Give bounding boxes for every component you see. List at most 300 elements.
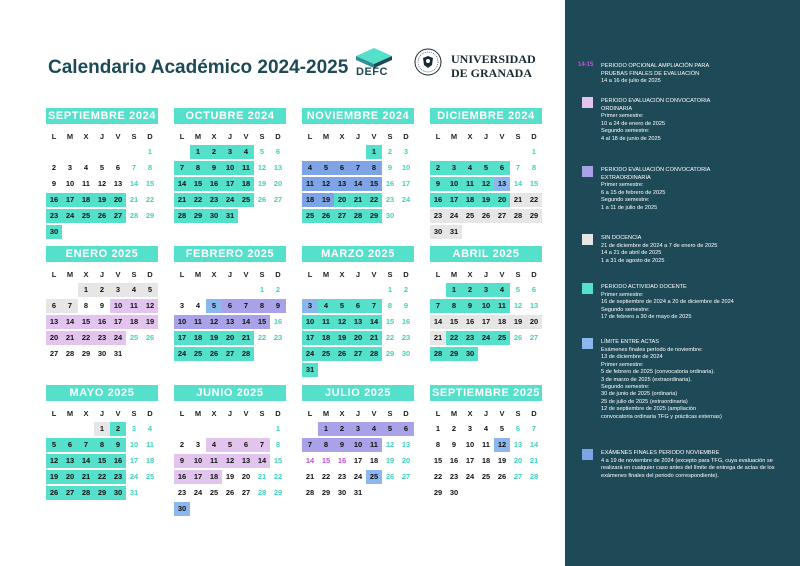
day-cell: 12 [142, 299, 158, 313]
weekday-label: X [467, 270, 473, 279]
day-cell: 24 [446, 209, 462, 223]
day-cell: 23 [430, 209, 446, 223]
day-cell: 1 [318, 422, 334, 436]
day-cell: 23 [94, 331, 110, 345]
month-calendar [46, 385, 158, 501]
day-cell: 12 [257, 163, 267, 172]
day-cell: 21 [78, 470, 94, 484]
day-cell: 4 [302, 161, 318, 175]
day-cell: 30 [337, 488, 347, 497]
weekday-label: L [435, 132, 441, 141]
weekday-label: D [403, 270, 409, 279]
legend-title: PERIODO EVALUACIÓN CONVOCATORIA [601, 98, 711, 104]
day-cell: 19 [334, 331, 350, 345]
day-cell: 2 [451, 424, 457, 433]
weekday-header [46, 268, 158, 282]
legend-body [601, 175, 793, 212]
day-cell: 28 [129, 211, 139, 220]
weekday-label: J [355, 409, 361, 418]
weekday-label: X [211, 132, 217, 141]
empty-cell [334, 282, 350, 298]
weekday-label: V [115, 132, 121, 141]
day-cell: 23 [462, 331, 478, 345]
empty-cell [238, 282, 254, 298]
weekday-label: S [131, 132, 137, 141]
legend-swatch [582, 449, 593, 460]
empty-cell [478, 144, 494, 160]
day-cell: 27 [62, 486, 78, 500]
day-cell: 19 [46, 470, 62, 484]
month-title: OCTUBRE 2024 [174, 108, 286, 124]
weekday-label: S [259, 409, 265, 418]
weekday-label: D [275, 270, 281, 279]
day-cell: 21 [129, 195, 139, 204]
empty-cell [334, 144, 350, 160]
weekday-label: V [499, 270, 505, 279]
day-cell: 15 [254, 315, 270, 329]
day-cell: 1 [446, 283, 462, 297]
day-cell: 3 [350, 422, 366, 436]
day-cell: 29 [321, 488, 331, 497]
day-cell: 4 [126, 283, 142, 297]
day-cell: 11 [126, 299, 142, 313]
day-cell: 4 [195, 301, 201, 310]
weekday-label: L [179, 132, 185, 141]
day-cell: 8 [275, 440, 281, 449]
legend-line: 30 de junio de 2025 (ordinaria) [601, 391, 678, 398]
day-cell: 25 [129, 333, 139, 342]
day-cell: 25 [302, 209, 318, 223]
legend-line: 10 a 24 de enero de 2025 [601, 120, 666, 127]
day-cell: 9 [334, 438, 350, 452]
day-cell: 8 [366, 161, 382, 175]
day-cell: 21 [238, 331, 254, 345]
day-cell: 13 [529, 301, 539, 310]
day-cell: 29 [273, 488, 283, 497]
weekday-label: L [51, 409, 57, 418]
empty-cell [462, 144, 478, 160]
weekday-label: D [275, 132, 281, 141]
legend-line: convocatoria ordinaria TFG y prácticas externas) [601, 413, 722, 420]
weekday-label: M [66, 409, 74, 418]
day-cell: 25 [481, 472, 491, 481]
day-cell: 10 [190, 454, 206, 468]
day-cell: 27 [241, 488, 251, 497]
day-grid [46, 144, 158, 240]
day-cell: 1 [275, 424, 281, 433]
weekday-label: X [467, 132, 473, 141]
month-calendar [46, 108, 158, 240]
day-cell: 5 [259, 147, 265, 156]
weekday-label: V [115, 409, 121, 418]
day-cell: 15 [366, 177, 382, 191]
day-cell: 12 [97, 179, 107, 188]
month-title: DICIEMBRE 2024 [430, 108, 542, 124]
weekday-header [430, 130, 542, 144]
day-cell: 31 [446, 225, 462, 239]
day-cell: 9 [430, 177, 446, 191]
day-cell: 2 [206, 145, 222, 159]
weekday-label: X [211, 270, 217, 279]
day-cell: 11 [302, 177, 318, 191]
day-grid [46, 282, 158, 362]
legend-line: 5 de febrero de 2025 (convocatoria ordinaria). [601, 369, 715, 376]
day-cell: 13 [494, 177, 510, 191]
day-cell: 14 [129, 179, 139, 188]
day-cell: 5 [499, 424, 505, 433]
day-cell: 18 [145, 456, 155, 465]
day-cell: 13 [46, 315, 62, 329]
day-cell: 11 [82, 179, 90, 188]
day-cell: 10 [222, 161, 238, 175]
day-cell: 31 [302, 363, 318, 377]
day-cell: 6 [115, 163, 121, 172]
legend-line: Segundo semestre: [601, 197, 650, 204]
day-cell: 15 [145, 179, 155, 188]
day-cell: 24 [465, 472, 475, 481]
day-cell: 23 [206, 193, 222, 207]
day-cell: 19 [142, 315, 158, 329]
day-cell: 29 [385, 349, 395, 358]
day-cell: 18 [78, 193, 94, 207]
day-cell: 26 [478, 209, 494, 223]
day-cell: 17 [478, 315, 494, 329]
day-cell: 3 [222, 145, 238, 159]
day-cell: 4 [494, 283, 510, 297]
day-cell: 22 [321, 472, 331, 481]
day-grid [174, 282, 286, 362]
day-cell: 27 [513, 472, 523, 481]
day-cell: 5 [515, 285, 521, 294]
empty-cell [430, 282, 446, 298]
day-cell: 12 [318, 177, 334, 191]
day-cell: 3 [131, 424, 137, 433]
month-title: NOVIEMBRE 2024 [302, 108, 414, 124]
day-cell: 16 [273, 317, 283, 326]
legend-line: 4 a 19 de noviembre de 2024 (excepto para TFG, cuya evaluación se realizará en cualquier caso antes del límite de entrega de actas de los exámenes finales del periodo correspondiente). [601, 458, 775, 479]
month-calendar [174, 108, 286, 224]
weekday-label: X [211, 409, 217, 418]
day-cell: 5 [382, 422, 398, 436]
empty-cell [206, 282, 222, 298]
day-cell: 7 [302, 438, 318, 452]
day-cell: 27 [350, 347, 366, 361]
day-cell: 13 [273, 163, 283, 172]
weekday-header [174, 407, 286, 421]
day-cell: 3 [67, 163, 73, 172]
day-cell: 23 [449, 472, 459, 481]
legend-line: Segundo semestre: [601, 128, 650, 135]
weekday-label: M [194, 270, 202, 279]
weekday-label: X [83, 270, 89, 279]
day-cell: 20 [526, 315, 542, 329]
day-cell: 30 [110, 486, 126, 500]
day-cell: 4 [147, 424, 153, 433]
month-calendar [302, 385, 414, 501]
legend-optional-days: 14-15 [578, 62, 594, 68]
month-title: MARZO 2025 [302, 246, 414, 262]
weekday-label: S [131, 270, 137, 279]
day-cell: 30 [462, 347, 478, 361]
day-cell: 29 [446, 347, 462, 361]
day-cell: 26 [513, 333, 523, 342]
day-cell: 22 [190, 193, 206, 207]
day-cell: 25 [145, 472, 155, 481]
day-cell: 13 [238, 454, 254, 468]
day-cell: 5 [222, 438, 238, 452]
day-cell: 22 [94, 470, 110, 484]
empty-cell [62, 282, 78, 298]
day-cell: 27 [110, 209, 126, 223]
day-cell: 1 [531, 147, 537, 156]
day-cell: 10 [65, 179, 75, 188]
day-cell: 20 [350, 331, 366, 345]
weekday-label: V [499, 409, 505, 418]
empty-cell [318, 144, 334, 160]
legend-line: EXTRAORDINARIA [601, 175, 651, 181]
day-cell: 12 [494, 438, 510, 452]
month-calendar [302, 246, 414, 378]
day-cell: 23 [337, 472, 347, 481]
day-cell: 22 [78, 331, 94, 345]
day-cell: 2 [179, 440, 185, 449]
day-cell: 18 [318, 331, 334, 345]
day-cell: 15 [433, 456, 443, 465]
day-cell: 24 [222, 193, 238, 207]
legend-line: 17 de febrero a 30 de mayo de 2025 [601, 314, 692, 321]
day-cell: 2 [94, 283, 110, 297]
day-cell: 30 [46, 225, 62, 239]
day-cell: 3 [179, 301, 185, 310]
empty-cell [62, 421, 78, 437]
legend-line: 14 a 16 de julio de 2025 [601, 78, 661, 85]
legend-title: PERIODO ACTIVIDAD DOCENTE [601, 284, 687, 290]
day-cell: 14 [305, 456, 315, 465]
day-cell: 8 [446, 299, 462, 313]
day-cell: 7 [238, 299, 254, 313]
weekday-label: S [515, 409, 521, 418]
day-cell: 18 [302, 193, 318, 207]
weekday-label: X [339, 132, 345, 141]
month-calendar [174, 246, 286, 362]
legend-line: 4 al 18 de junio de 2025 [601, 135, 661, 142]
day-cell: 11 [146, 440, 154, 449]
day-cell: 4 [483, 424, 489, 433]
month-calendar [430, 385, 542, 501]
day-cell: 12 [334, 315, 350, 329]
day-cell: 24 [193, 488, 203, 497]
weekday-label: J [227, 409, 233, 418]
empty-cell [62, 144, 78, 160]
empty-cell [350, 144, 366, 160]
weekday-header [430, 407, 542, 421]
day-cell: 29 [526, 209, 542, 223]
weekday-label: J [99, 409, 105, 418]
day-cell: 7 [174, 161, 190, 175]
day-cell: 18 [238, 177, 254, 191]
weekday-label: D [403, 132, 409, 141]
day-cell: 3 [478, 283, 494, 297]
defc-label: DEFC [356, 66, 388, 78]
day-cell: 16 [430, 193, 446, 207]
day-cell: 11 [482, 440, 490, 449]
day-cell: 20 [46, 331, 62, 345]
day-cell: 22 [526, 193, 542, 207]
day-cell: 4 [238, 145, 254, 159]
legend-line: Segundo semestre: [601, 384, 650, 391]
day-cell: 12 [46, 454, 62, 468]
day-cell: 17 [174, 331, 190, 345]
empty-cell [110, 144, 126, 160]
legend-line: Primer semestre: [601, 361, 644, 368]
empty-cell [494, 144, 510, 160]
weekday-label: X [339, 409, 345, 418]
day-cell: 1 [387, 285, 393, 294]
day-cell: 6 [531, 285, 537, 294]
day-cell: 15 [529, 179, 539, 188]
day-cell: 19 [225, 472, 235, 481]
day-cell: 27 [334, 209, 350, 223]
weekday-label: X [467, 409, 473, 418]
day-cell: 10 [110, 299, 126, 313]
day-cell: 14 [62, 315, 78, 329]
weekday-label: S [387, 270, 393, 279]
day-cell: 29 [94, 486, 110, 500]
day-cell: 1 [78, 283, 94, 297]
day-cell: 14 [529, 440, 539, 449]
day-cell: 14 [238, 315, 254, 329]
day-cell: 25 [462, 209, 478, 223]
weekday-label: M [322, 409, 330, 418]
day-cell: 25 [366, 470, 382, 484]
day-cell: 6 [222, 299, 238, 313]
legend-line: PRUEBAS FINALES DE EVALUACIÓN [601, 71, 700, 77]
day-cell: 31 [113, 349, 123, 358]
day-cell: 24 [302, 347, 318, 361]
empty-cell [174, 421, 190, 437]
day-cell: 16 [46, 193, 62, 207]
day-cell: 18 [126, 315, 142, 329]
day-cell: 14 [174, 177, 190, 191]
day-cell: 6 [515, 424, 521, 433]
day-cell: 16 [401, 317, 411, 326]
weekday-label: L [307, 270, 313, 279]
day-cell: 23 [46, 209, 62, 223]
day-cell: 10 [129, 440, 139, 449]
day-cell: 7 [254, 438, 270, 452]
weekday-label: M [450, 409, 458, 418]
day-cell: 23 [177, 488, 187, 497]
day-cell: 22 [145, 195, 155, 204]
day-cell: 11 [366, 438, 382, 452]
day-cell: 29 [81, 349, 91, 358]
day-cell: 2 [51, 163, 57, 172]
day-cell: 21 [366, 331, 382, 345]
legend-line: 12 de septiembre de 2025 (ampliación [601, 406, 697, 413]
day-cell: 1 [259, 285, 265, 294]
day-cell: 13 [334, 177, 350, 191]
day-cell: 2 [403, 285, 409, 294]
day-cell: 22 [366, 193, 382, 207]
weekday-label: D [147, 270, 153, 279]
weekday-label: S [387, 409, 393, 418]
day-cell: 15 [190, 177, 206, 191]
day-cell: 10 [478, 299, 494, 313]
day-cell: 30 [430, 225, 446, 239]
weekday-label: X [83, 409, 89, 418]
legend-line: 1 a 31 de agosto de 2025 [601, 257, 665, 264]
weekday-label: S [515, 132, 521, 141]
day-cell: 5 [478, 161, 494, 175]
weekday-label: L [179, 270, 185, 279]
weekday-label: J [99, 270, 105, 279]
day-cell: 7 [515, 163, 521, 172]
day-cell: 20 [62, 470, 78, 484]
day-cell: 19 [206, 331, 222, 345]
day-cell: 2 [387, 147, 393, 156]
day-cell: 10 [401, 163, 411, 172]
day-cell: 12 [222, 454, 238, 468]
day-cell: 9 [206, 161, 222, 175]
day-cell: 20 [273, 179, 283, 188]
day-cell: 27 [401, 472, 411, 481]
weekday-label: S [259, 270, 265, 279]
day-cell: 9 [403, 301, 409, 310]
weekday-label: M [322, 132, 330, 141]
weekday-label: V [499, 132, 505, 141]
empty-cell [238, 421, 254, 437]
day-cell: 11 [318, 315, 334, 329]
day-cell: 27 [529, 333, 539, 342]
day-cell: 2 [334, 422, 350, 436]
day-cell: 27 [49, 349, 59, 358]
day-cell: 26 [318, 209, 334, 223]
month-title: ENERO 2025 [46, 246, 158, 262]
day-cell: 28 [257, 488, 267, 497]
day-cell: 31 [129, 488, 139, 497]
empty-cell [46, 144, 62, 160]
day-cell: 9 [174, 454, 190, 468]
empty-cell [446, 144, 462, 160]
day-cell: 4 [318, 299, 334, 313]
empty-cell [350, 282, 366, 298]
day-cell: 17 [353, 456, 363, 465]
day-cell: 26 [46, 486, 62, 500]
day-cell: 17 [190, 470, 206, 484]
weekday-label: J [483, 409, 489, 418]
empty-cell [46, 282, 62, 298]
month-title: ABRIL 2025 [430, 246, 542, 262]
day-cell: 10 [350, 438, 366, 452]
day-cell: 11 [238, 161, 254, 175]
day-cell: 3 [467, 424, 473, 433]
day-cell: 23 [273, 333, 283, 342]
day-cell: 19 [510, 315, 526, 329]
day-cell: 18 [462, 193, 478, 207]
day-cell: 30 [97, 349, 107, 358]
legend-line: Primer semestre: [601, 182, 644, 189]
month-calendar [174, 385, 286, 517]
weekday-label: D [531, 409, 537, 418]
day-cell: 30 [401, 349, 411, 358]
legend-body [601, 292, 793, 322]
weekday-label: L [307, 409, 313, 418]
legend-line: ORDINARIA [601, 106, 633, 112]
day-cell: 9 [51, 179, 57, 188]
day-cell: 20 [241, 472, 251, 481]
day-cell: 25 [318, 347, 334, 361]
day-cell: 22 [446, 331, 462, 345]
